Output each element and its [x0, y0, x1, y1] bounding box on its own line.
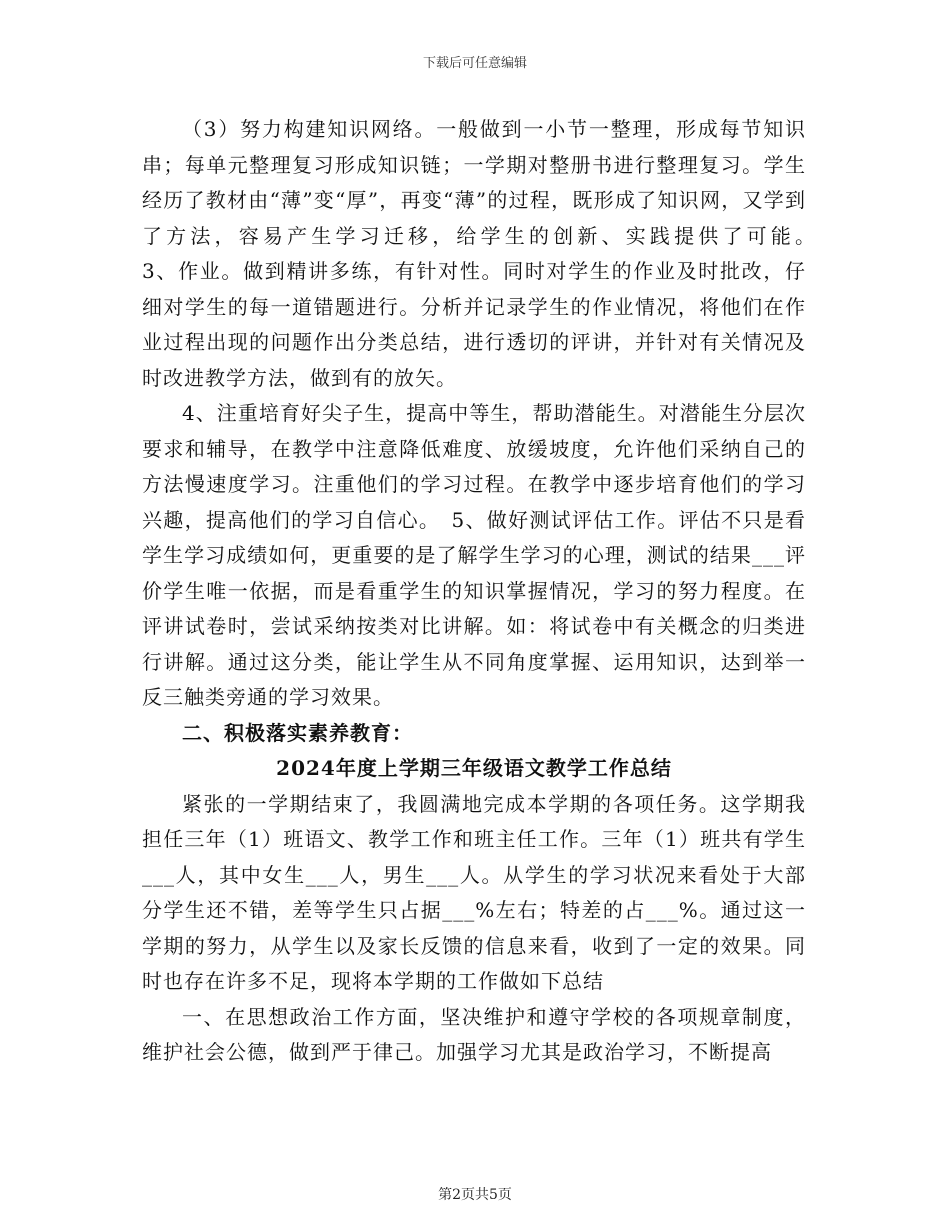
document-title: 2024年度上学期三年级语文教学工作总结 [276, 756, 672, 780]
page-header: 下载后可任意编辑 [422, 56, 527, 71]
section-heading-quality-education: 二、积极落实素养教育： [182, 720, 413, 745]
document-body [142, 112, 869, 1071]
paragraph-political-work: 一、在思想政治工作方面，坚决维护和遵守学校的各项规章制度，维护社会公德，做到严于律己。加强学习尤其是政治学习，不断提高 [142, 1004, 806, 1064]
paragraph-knowledge-network: （3）努力构建知识网络。一般做到一小节一整理，形成每节知识串；每单元整理复习形成知识链；一学期对整册书进行整理复习。学生经历了教材由“薄”变“厚”，再变“薄”的过程，既形成了知识网，又学到了方法，容易产生学习迁移，给学生的创新、实践提供了可能。 3、作业。做到精讲多练，有针对性。同时对学生的作业及时批改，仔细对学生的每一道错题进行。分析并记录学生的作业情况，将他们在作业过程出现的问题作出分类总结，进行透切的评讲，并针对有关情况及时改进教学方法，做到有的放矢。 [142, 117, 869, 390]
paragraph-cultivate-students: 4、注重培育好尖子生，提高中等生，帮助潜能生。对潜能生分层次要求和辅导，在教学中注意降低难度、放缓坡度，允许他们采纳自己的方法慢速度学习。注重他们的学习过程。在教学中逐步培育他们的学习兴趣，提高他们的学习自信心。 5、做好测试评估工作。评估不只是看学生学习成绩如何，更重要的是了解学生学习的心理，测试的结果___评价学生唯一依据，而是看重学生的知识掌握情况，学习的努力程度。在评讲试卷时，尝试采纳按类对比讲解。如：将试卷中有关概念的归类进行讲解。通过这分类，能让学生从不同角度掌握、运用知识，达到举一反三触类旁通的学习效果。 [142, 401, 806, 709]
page-number: 第2页共5页 [438, 1187, 512, 1203]
paragraph-summary-intro: 紧张的一学期结束了，我圆满地完成本学期的各项任务。这学期我担任三年（1）班语文、教学工作和班主任工作。三年（1）班共有学生___人，其中女生___人，男生___人。从学生的学习状况来看处于大部分学生还不错，差等学生只占据___%左右；特差的占___%。通过这一学期的努力，从学生以及家长反馈的信息来看，收到了一定的效果。同时也存在许多不足，现将本学期的工作做如下总结 [142, 791, 806, 993]
